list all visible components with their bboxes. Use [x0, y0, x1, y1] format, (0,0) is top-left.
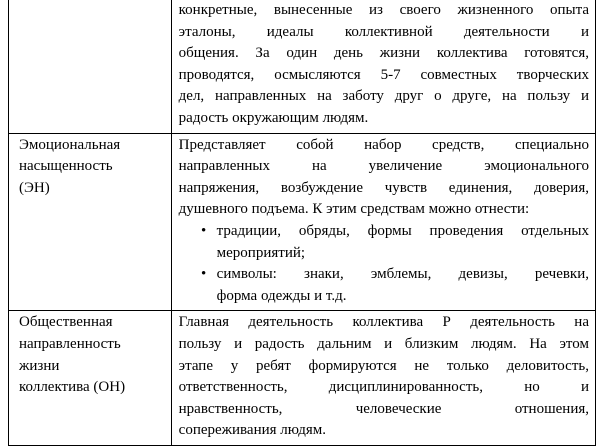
- table-row: [9, 0, 596, 133]
- row3-label-line: коллектива (ОН): [19, 379, 126, 396]
- text-line: конкретные, вынесенные из своего жизненного опыта: [178, 2, 589, 18]
- list-item-line: форма одежды и т.д.: [216, 287, 347, 304]
- text-line: Представляет собой набор средств, специально: [178, 136, 589, 153]
- row3-label-line: направленность: [19, 335, 121, 352]
- row2-label-line: насыщенность: [19, 158, 113, 175]
- text-line: душевного подъема. К этим средствам можно отнести:: [178, 201, 530, 218]
- row1-description-cell: [171, 0, 595, 133]
- text-line: Главная деятельность коллектива Р деятельность на: [178, 314, 589, 331]
- text-line: пользу и радость дальним и близким людям. На этом: [178, 335, 589, 352]
- text-line: общения. За один день жизни коллектива готовятся,: [178, 45, 589, 62]
- row3-label-line: жизни: [19, 357, 60, 374]
- table-row: [9, 133, 596, 311]
- row3-description-cell: [171, 311, 595, 446]
- text-line: эталоны, идеалы коллективной деятельности и: [178, 23, 589, 40]
- row2-description-cell: [171, 133, 595, 311]
- row3-label-cell: [9, 311, 172, 446]
- list-item-line: символы: знаки, эмблемы, девизы, речевки,: [216, 266, 589, 283]
- row2-label-line: Эмоциональная: [19, 136, 121, 153]
- list-item-line: традиции, обряды, формы проведения отдельных: [216, 222, 589, 239]
- list-item-line: мероприятий;: [216, 244, 306, 261]
- text-line: ответственность, дисциплинированность, но и: [178, 379, 589, 396]
- list-item: [179, 221, 589, 264]
- text-line: направленных на увеличение эмоционального: [178, 158, 589, 175]
- text-line: напряжения, возбуждение чувств единения, доверия,: [178, 179, 589, 196]
- row2-label-line: (ЭН): [19, 179, 50, 196]
- text-line: радость окружающим людям.: [178, 109, 369, 126]
- row1-label-cell: [9, 0, 172, 133]
- text-line: проводятся, осмысляются 5-7 совместных творческих: [178, 66, 589, 83]
- text-line: этапе у ребят формируются не только деловитость,: [178, 357, 589, 374]
- text-line: нравственность, человеческие отношения,: [178, 400, 589, 417]
- text-line: сопереживания людям.: [178, 422, 326, 439]
- list-item: [179, 264, 589, 307]
- table-row: [9, 311, 596, 446]
- bullet-list: [179, 221, 589, 307]
- bullet-icon: •: [201, 222, 207, 239]
- bullet-icon: •: [201, 266, 207, 283]
- content-table: [8, 0, 596, 446]
- row2-label-cell: [9, 133, 172, 311]
- text-line: дел, направленных на заботу друг о друге, на пользу и: [178, 88, 589, 105]
- row3-label-line: Общественная: [19, 314, 113, 331]
